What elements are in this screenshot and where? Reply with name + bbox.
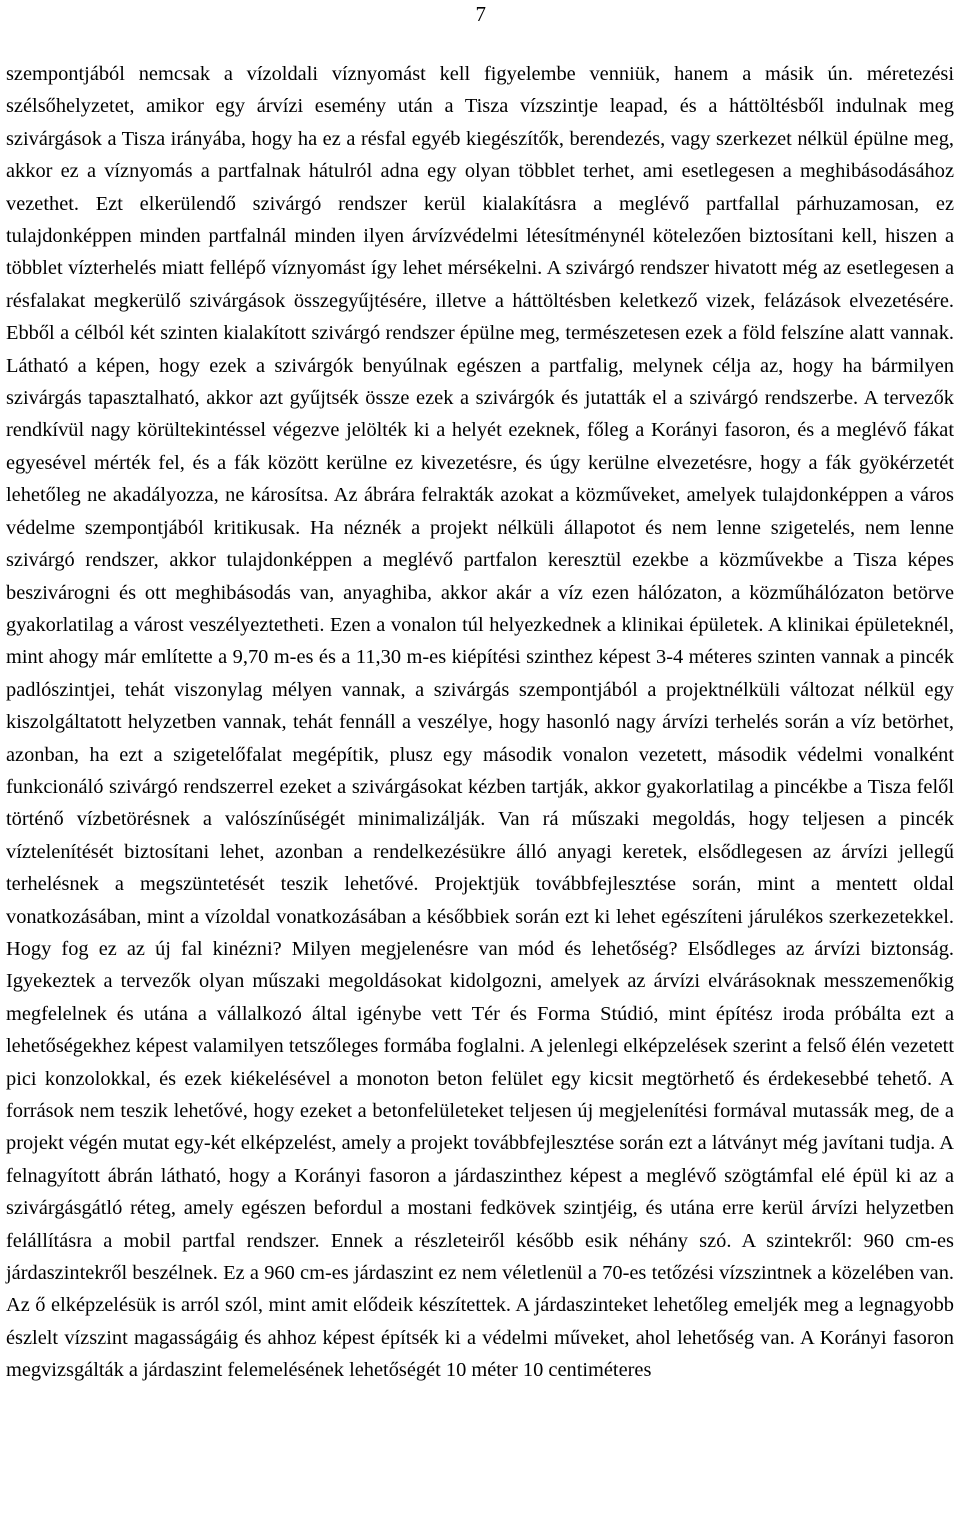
- body-paragraph: szempontjából nemcsak a vízoldali víznyomást kell figyelembe venniük, hanem a másik ún. méretezési szélsőhelyzetet, amikor egy árvízi esemény után a Tisza vízszintje leapad, és a háttöltésből indulnak meg szivárgások a Tisza irányába, hogy ha ez a résfal egyéb kiegészítők, berendezés, vagy szerkezet nélkül épülne meg, akkor ez a víznyomás a partfalnak hátulról adna egy olyan többlet terhet, ami esetlegesen a meghibásodásához vezethet. Ezt elkerülendő szivárgó rendszer kerül kialakításra a meglévő partfallal párhuzamosan, ez tulajdonképpen minden partfalnál minden ilyen árvízvédelmi létesítménynél kötelezően biztosítani kell, hiszen a többlet vízterhelés miatt fellépő víznyomást így lehet mérsékelni. A szivárgó rendszer hivatott még az esetlegesen a résfalakat megkerülő szivárgások összegyűjtésére, illetve a háttöltésben keletkező vizek, felázások elvezetésére. Ebből a célból két szinten kialakított szivárgó rendszer épülne meg, természetesen ezek a föld felszíne alatt vannak. Látható a képen, hogy ezek a szivárgók benyúlnak egészen a partfalig, melynek célja az, hogy ha bármilyen szivárgás tapasztalható, akkor azt gyűjtsék össze ezek a szivárgók és jutatták el a szivárgó rendszerbe. A tervezők rendkívül nagy körültekintéssel végezve jelölték ki a helyét ezeknek, főleg a Korányi fasoron, és a meglévő fákat egyesével mérték fel, és a fák között kerülne ez kivezetésre, és úgy kerülne elvezetésre, hogy a fák gyökérzetét lehetőleg ne akadályozza, ne károsítsa. Az ábrára felrakták azokat a közműveket, amelyek tulajdonképpen a város védelme szempontjából kritikusak. Ha néznék a projekt nélküli állapotot és nem lenne szigetelés, nem lenne szivárgó rendszer, akkor tulajdonképpen a meglévő partfalon keresztül ezekbe a közművekbe a Tisza képes beszivárogni és ott meghibásodás van, anyaghiba, akkor akár a víz ezen hálózaton, a közműhálózaton betörve gyakorlatilag a várost veszélyeztetheti. Ezen a vonalon túl helyezkednek a klinikai épületek. A klinikai épületeknél, mint ahogy már említette a 9,70 m-es és a 11,30 m-es kiépítési szinthez képest 3-4 méteres szinten vannak a pincék padlószintjei, tehát viszonylag mélyen vannak, a szivárgás szempontjából a projektnélküli változat nélkül egy kiszolgáltatott helyzetben vannak, tehát fennáll a veszélye, hogy hasonló nagy árvízi terhelés során a víz betörhet, azonban, ha ezt a szigetelőfalat megépítik, plusz egy második vonalon vezetett, második védelmi vonalként funkcionáló szivárgó rendszerrel ezeket a szivárgásokat kézben tartják, akkor gyakorlatilag a pincékbe a Tisza felől történő vízbetörésnek a valószínűségét minimalizálják. Van rá műszaki megoldás, hogy teljesen a pincék víztelenítését biztosítani lehet, azonban a rendelkezésükre álló anyagi keretek, elsődlegesen az árvízi jellegű terhelésnek a megszüntetését teszik lehetővé. Projektjük továbbfejlesztése során, mint a mentett oldal vonatkozásában, mint a vízoldal vonatkozásában a későbbiek során ezt ki lehet egészíteni járulékos szerkezetekkel. Hogy fog ez az új fal kinézni? Milyen megjelenésre van mód és lehetőség? Elsődleges az árvízi biztonság. Igyekeztek a tervezők olyan műszaki megoldásokat kidolgozni, amelyek az árvízi elvárásoknak messzemenőkig megfelelnek és utána a vállalkozó által igénybe vett Tér és Forma Stúdió, mint építész iroda próbálta ezt a lehetőségekhez képest valamilyen tetszőleges formába foglalni. A jelenlegi elképzelések szerint a felső élén vezetett pici konzolokkal, és ezek kiékelésével a monoton beton felület egy kicsit megtörhető és érdekesebbé tehető. A források nem teszik lehetővé, hogy ezeket a betonfelületeket teljesen új megjelenítési formával mutassák meg, de a projekt végén mutat egy-két elképzelést, amely a projekt továbbfejlesztése során ezt a látványt még javítani tudja. A felnagyított ábrán látható, hogy a Korányi fasoron a járdaszinthez képest a meglévő szögtámfal elé épül ki az a szivárgásgátló réteg, amely egészen befordul a mostani fedkövek szintjéig, és utána erre kerül árvízi helyzetben felállításra a mobil partfal rendszer. Ennek a részleteiről később esik néhány szó. A szintekről: 960 cm-es járdaszintekről beszélnek. Ez a 960 cm-es járdaszint ez nem véletlenül a 70-es tetőzési vízszintnek a közelében van. Az ő elképzelésük is arról szól, mint amit elődeik készítettek. A járdaszinteket lehetőleg emeljék meg a legnagyobb észlelt vízszint magasságáig és ahhoz képest építsék ki a védelmi műveket, ahol lehetőség van. A Korányi fasoron megvizsgálták a járdaszint felemelésének lehetőségét 10 méter 10 centiméteres: [6, 63, 954, 1382]
- page-number: 7: [475, 2, 486, 26]
